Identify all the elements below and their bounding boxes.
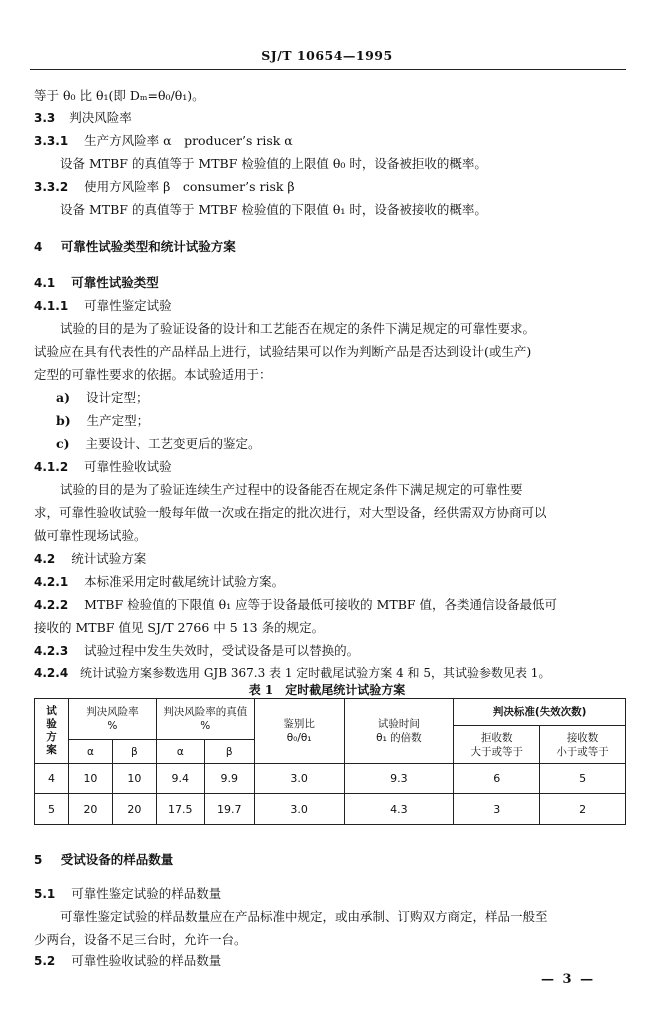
header-criteria: 判决标准(失效次数) <box>454 699 626 726</box>
cell-plan: 4 <box>35 764 69 794</box>
cell-true-alpha: 17.5 <box>156 794 204 825</box>
paragraph-4-1-2-line3: 做可靠性现场试验。 <box>34 528 147 543</box>
table-row <box>35 764 626 794</box>
cell-alpha: 10 <box>68 764 112 794</box>
section-text: MTBF 检验值的下限值 θ₁ 应等于设备最低可接收的 MTBF 值，各类通信设备最低可 <box>84 597 558 612</box>
cell-test-time: 4.3 <box>344 794 454 825</box>
section-3-3 <box>34 108 132 126</box>
list-text: 主要设计、工艺变更后的鉴定。 <box>85 436 261 451</box>
header-true-alpha: α <box>156 740 204 764</box>
section-number: 3.3.1 <box>34 134 69 148</box>
cell-discrimination: 3.0 <box>254 794 344 825</box>
section-number: 4.2.2 <box>34 598 69 612</box>
section-number: 3.3.2 <box>34 180 69 194</box>
cell-true-beta: 19.7 <box>204 794 254 825</box>
paragraph-5-1-line2: 少两台，设备不足三台时，允许一台。 <box>34 932 247 947</box>
header-nominal-risk <box>68 699 156 740</box>
header-discrimination <box>254 699 344 764</box>
section-title: 判决风险率 <box>69 110 132 125</box>
paragraph-4-1-2-line2: 求，可靠性验收试验一般每年做一次或在指定的批次进行，对大型设备，经供需双方协商可以 <box>34 505 547 520</box>
page-number: — 3 — <box>541 972 596 987</box>
section-4-2-1 <box>34 572 284 590</box>
section-title: 可靠性试验类型 <box>71 275 159 290</box>
cell-beta: 20 <box>112 794 156 825</box>
section-title: 生产方风险率 α producer’s risk α <box>84 133 293 148</box>
cell-accept: 5 <box>540 764 626 794</box>
section-5-1 <box>34 884 221 902</box>
section-number: 3.3 <box>34 111 56 125</box>
theta-ratio-line: 等于 θ₀ 比 θ₁(即 Dₘ=θ₀/θ₁)。 <box>34 88 205 103</box>
cell-plan: 5 <box>35 794 69 825</box>
trial-plan-table <box>34 698 626 825</box>
header-reject-label: 拒收数 <box>480 731 513 744</box>
header-accept-sub: 小于或等于 <box>556 745 609 758</box>
header-test-time-label: 试验时间 <box>377 718 420 730</box>
section-3-3-1 <box>34 131 293 149</box>
section-number: 4.1 <box>34 276 56 290</box>
section-title: 可靠性验收试验的样品数量 <box>71 953 222 968</box>
section-number: 5 <box>34 853 43 867</box>
section-number: 4.2.4 <box>34 666 69 680</box>
header-beta: β <box>112 740 156 764</box>
header-reject <box>454 726 540 764</box>
cell-alpha: 20 <box>68 794 112 825</box>
section-title: 可靠性鉴定试验的样品数量 <box>71 886 222 901</box>
header-test-time <box>344 699 454 764</box>
paragraph-4-1-1-line1: 试验的目的是为了验证设备的设计和工艺能否在规定的条件下满足规定的可靠性要求。 <box>60 321 536 336</box>
cell-true-alpha: 9.4 <box>156 764 204 794</box>
section-number: 4.2.3 <box>34 644 69 658</box>
cell-reject: 3 <box>454 794 540 825</box>
section-4-2-2 <box>34 595 557 613</box>
section-4-1 <box>34 273 159 291</box>
section-number: 5.1 <box>34 887 56 901</box>
section-4-2-3 <box>34 641 359 659</box>
section-title: 统计试验方案 <box>71 551 147 566</box>
header-plan: 试验方案 <box>35 699 69 764</box>
section-4-1-1 <box>34 296 172 314</box>
section-text: 试验过程中发生失效时，受试设备是可以替换的。 <box>84 643 360 658</box>
section-title: 可靠性验收试验 <box>84 459 172 474</box>
list-mark: c) <box>56 436 70 451</box>
section-number: 5.2 <box>34 954 56 968</box>
paragraph-4-1-1-line3: 定型的可靠性要求的依据。本试验适用于： <box>34 367 272 382</box>
section-4-2-2-line2: 接收的 MTBF 值见 SJ/T 2766 中 5 13 条的规定。 <box>34 620 325 635</box>
section-text: 统计试验方案参数选用 GJB 367.3 表 1 定时截尾试验方案 4 和 5，其试验参数见表 1。 <box>80 666 551 680</box>
header-discrimination-sub: θ₀/θ₁ <box>286 732 312 744</box>
section-text: 本标准采用定时截尾统计试验方案。 <box>84 574 285 589</box>
section-number: 4.1.1 <box>34 299 69 313</box>
cell-beta: 10 <box>112 764 156 794</box>
header-rule <box>30 69 626 70</box>
header-true-beta: β <box>204 740 254 764</box>
section-number: 4.2 <box>34 552 56 566</box>
section-5 <box>34 850 173 868</box>
section-3-3-2 <box>34 177 295 195</box>
section-number: 4.1.2 <box>34 460 69 474</box>
header-nominal-risk-label: 判决风险率 <box>86 706 139 718</box>
paragraph-4-1-2-line1: 试验的目的是为了验证连续生产过程中的设备能否在规定条件下满足规定的可靠性要 <box>60 482 523 497</box>
paragraph-3-3-2: 设备 MTBF 的真值等于 MTBF 检验值的下限值 θ₁ 时，设备被接收的概率。 <box>60 202 487 217</box>
cell-test-time: 9.3 <box>344 764 454 794</box>
header-discrimination-label: 鉴别比 <box>283 718 315 730</box>
list-mark: b) <box>56 413 71 428</box>
cell-reject: 6 <box>454 764 540 794</box>
header-true-risk-unit: % <box>200 720 211 732</box>
section-title: 使用方风险率 β consumer’s risk β <box>84 179 295 194</box>
header-nominal-risk-unit: % <box>107 720 118 732</box>
section-number: 4.2.1 <box>34 575 69 589</box>
section-4-1-2 <box>34 457 172 475</box>
cell-accept: 2 <box>540 794 626 825</box>
table-caption: 表 1 定时截尾统计试验方案 <box>248 683 406 697</box>
section-4-2-4 <box>34 664 550 681</box>
header-alpha: α <box>68 740 112 764</box>
section-title: 可靠性鉴定试验 <box>84 298 172 313</box>
header-true-risk-label: 判决风险率的真值 <box>163 706 248 718</box>
section-4-2 <box>34 549 146 567</box>
section-5-2 <box>34 951 221 969</box>
list-item <box>56 388 149 406</box>
table-row <box>35 794 626 825</box>
section-number: 4 <box>34 240 43 254</box>
paragraph-4-1-1-line2: 试验应在具有代表性的产品样品上进行，试验结果可以作为判断产品是否达到设计(或生产) <box>34 344 532 359</box>
paragraph-3-3-1: 设备 MTBF 的真值等于 MTBF 检验值的上限值 θ₀ 时，设备被拒收的概率。 <box>60 156 487 171</box>
header-accept-label: 接收数 <box>566 731 599 744</box>
list-mark: a) <box>56 390 71 405</box>
section-title: 可靠性试验类型和统计试验方案 <box>60 239 236 254</box>
header-true-risk <box>156 699 254 740</box>
cell-discrimination: 3.0 <box>254 764 344 794</box>
section-title: 受试设备的样品数量 <box>60 852 174 867</box>
section-4 <box>34 237 236 255</box>
header-test-time-sub: θ₁ 的倍数 <box>376 732 422 744</box>
document-header: SJ/T 10654—1995 <box>261 48 393 63</box>
list-item <box>56 411 149 429</box>
paragraph-5-1-line1: 可靠性鉴定试验的样品数量应在产品标准中规定，或由承制、订购双方商定，样品一般至 <box>60 909 548 924</box>
cell-true-beta: 9.9 <box>204 764 254 794</box>
list-text: 生产定型； <box>86 413 150 428</box>
header-accept <box>540 726 626 764</box>
list-item <box>56 434 261 452</box>
list-text: 设计定型； <box>86 390 149 405</box>
header-reject-sub: 大于或等于 <box>470 745 523 758</box>
